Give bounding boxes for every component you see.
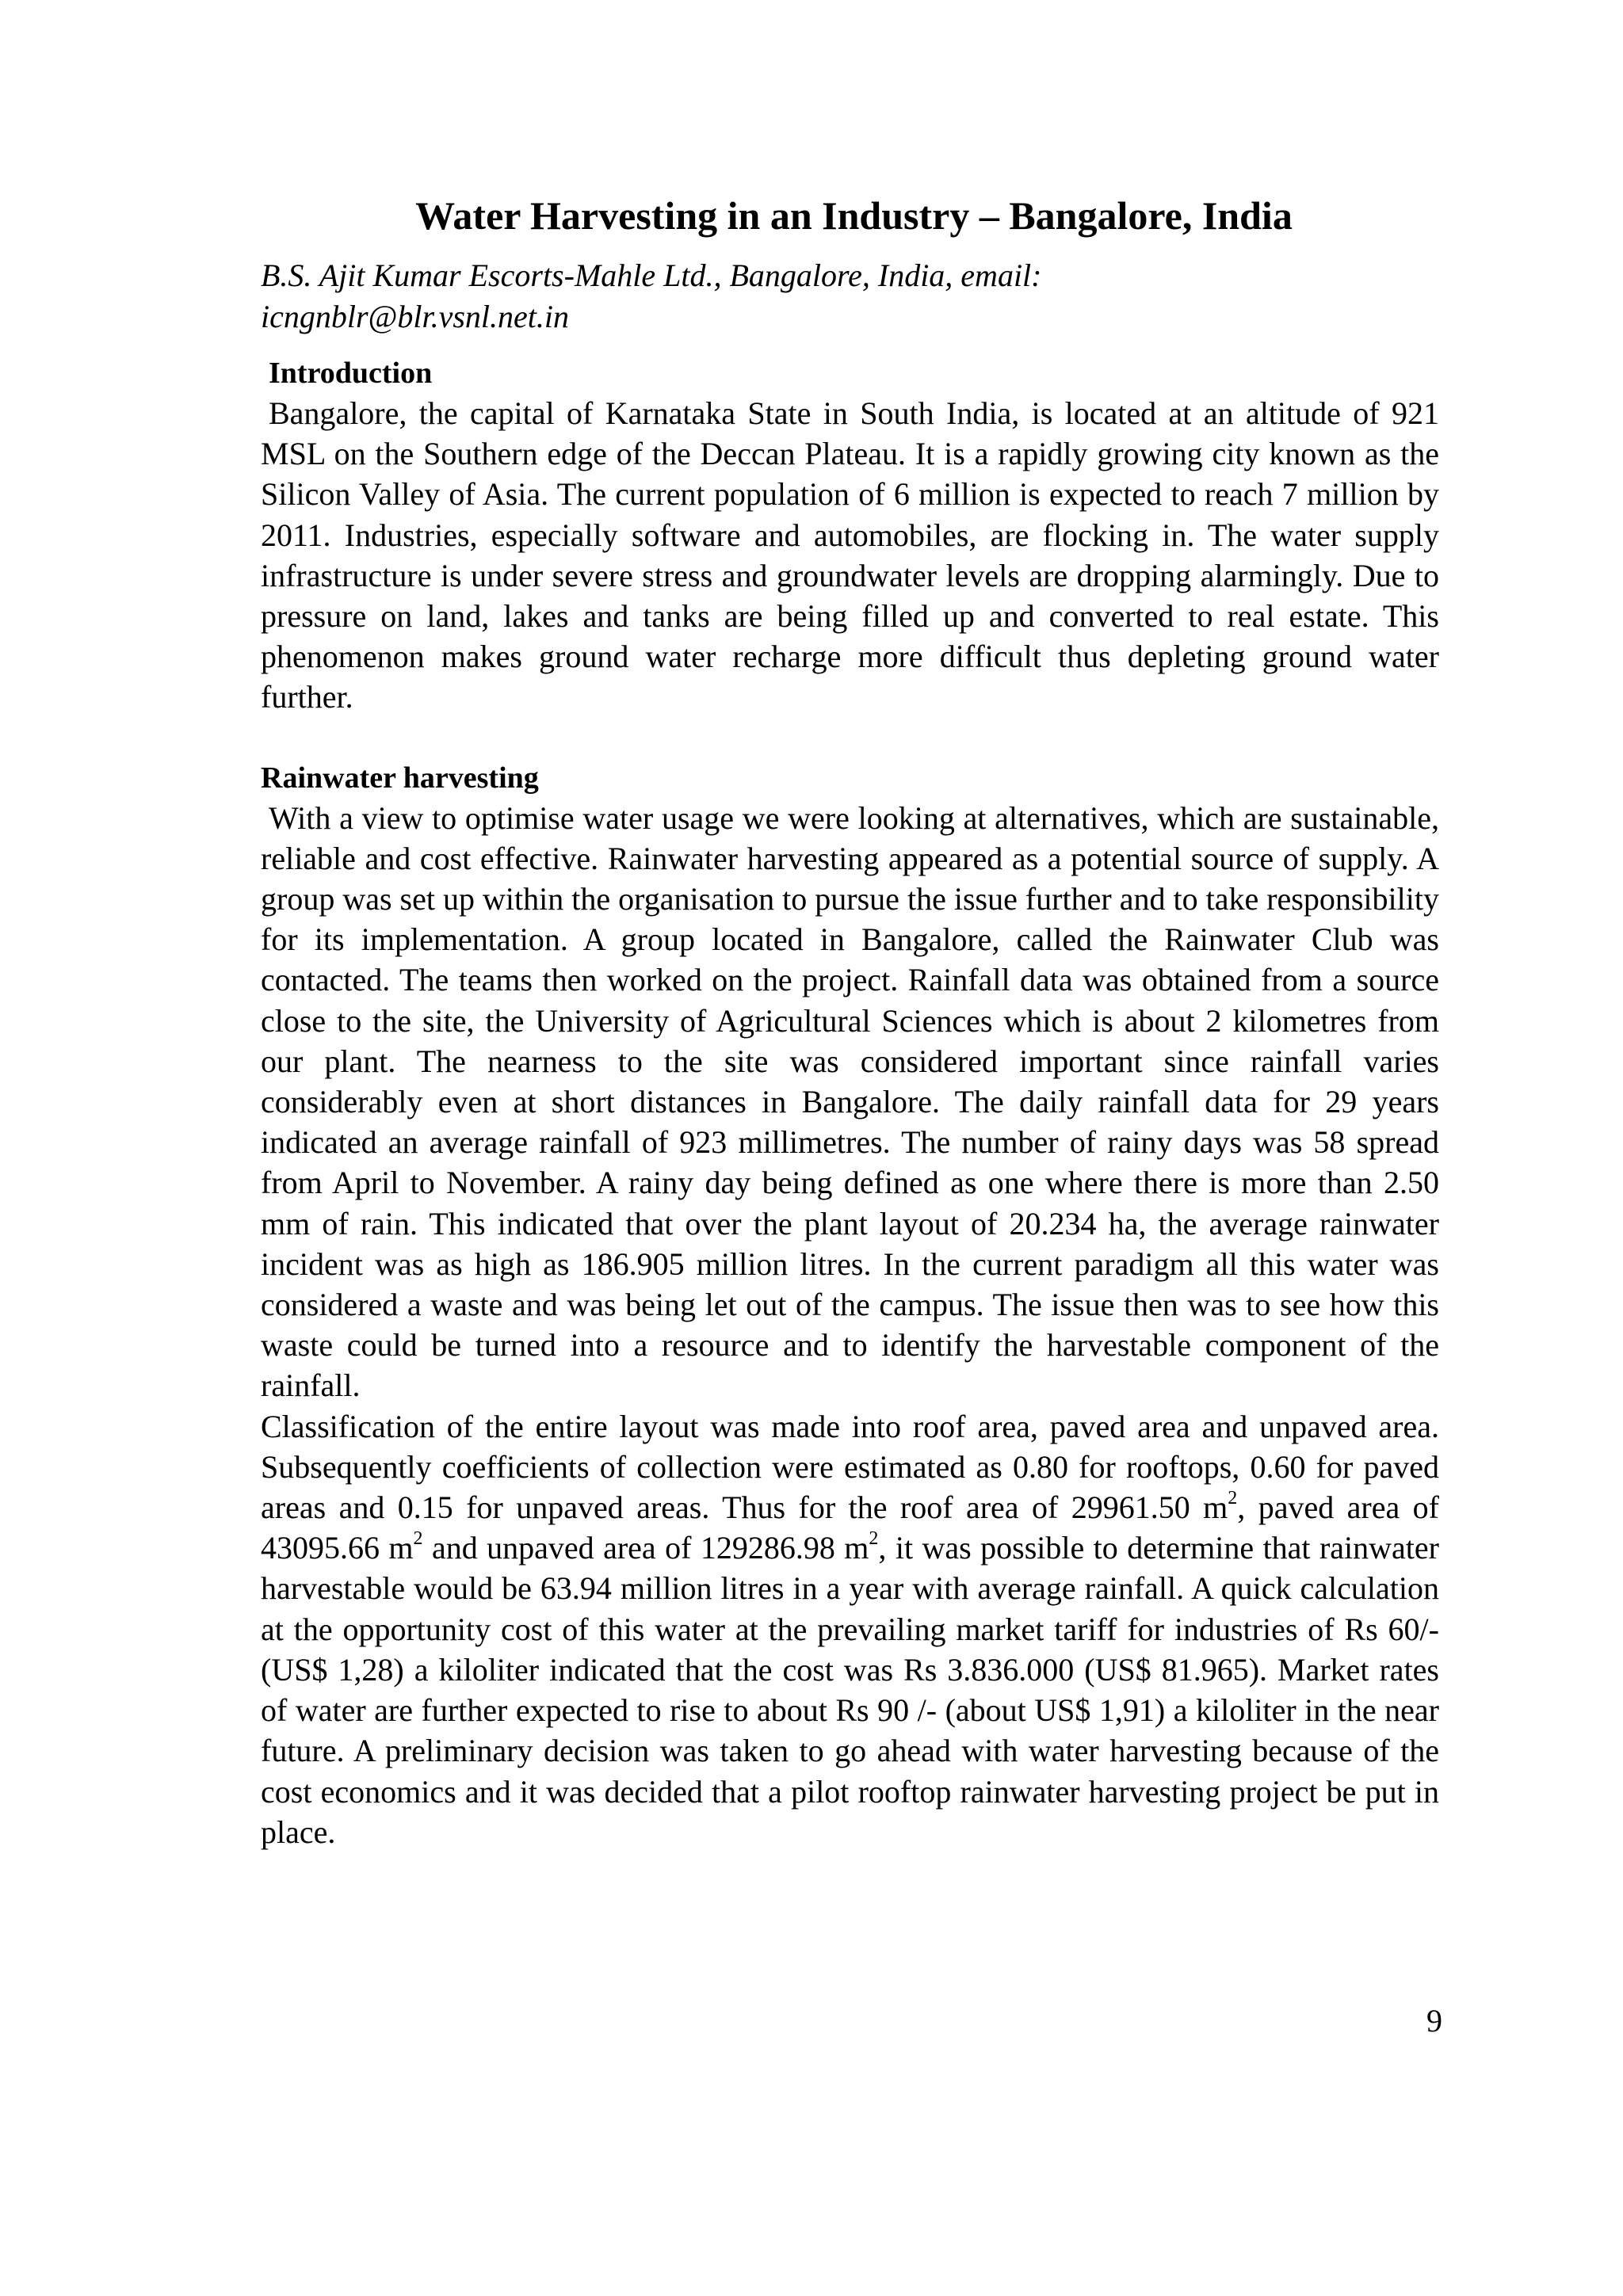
author-email: icngnblr@blr.vsnl.net.in: [261, 299, 570, 334]
page-number: 9: [1426, 2003, 1442, 2039]
superscript-2: 2: [1228, 1487, 1238, 1508]
document-title: Water Harvesting in an Industry – Bangalore, India: [415, 193, 1293, 238]
superscript-2: 2: [413, 1527, 423, 1549]
rainwater-paragraph-2: [261, 1406, 1439, 1852]
superscript-2: 2: [869, 1527, 879, 1549]
para2-text-b: , paved area of 43095.66 m: [261, 1489, 1439, 1566]
rainwater-paragraph-1: With a view to optimise water usage we were looking at alternatives, which are sustainable, reliable and cost effective. Rainwater harvesting appeared as a potential source of supply. A group was set up within the organisation to pursue the issue further and to take responsibility for its implementation. A group located in Bangalore, called the Rainwater Club was contacted. The teams then worked on the project. Rainfall data was obtained from a source close to the site, the University of Agricultural Sciences which is about 2 kilometres from our plant. The nearness to the site was considered important since rainfall varies considerably even at short distances in Bangalore. The daily rainfall data for 29 years indicated an average rainfall of 923 millimetres. The number of rainy days was 58 spread from April to November. A rainy day being defined as one where there is more than 2.50 mm of rain. This indicated that over the plant layout of 20.234 ha, the average rainwater incident was as high as 186.905 million litres. In the current paradigm all this water was considered a waste and was being let out of the campus. The issue then was to see how this waste could be turned into a resource and to identify the harvestable component of the rainfall.: [261, 799, 1439, 1404]
para2-text-d: , it was possible to determine that rainwater harvestable would be 63.94 million litres in a year with average rainfall. A quick calculation at the opportunity cost of this water at the prevailing market tariff for industries of Rs 60/- (US$ 1,28) a kiloliter indicated that the cost was Rs 3.836.000 (US$ 81.965). Market rates of water are further expected to rise to about Rs 90 /- (about US$ 1,91) a kiloliter in the near future. A preliminary decision was taken to go ahead with water harvesting because of the cost economics and it was decided that a pilot rooftop rainwater harvesting project be put in place.: [261, 1530, 1439, 1850]
introduction-paragraph: Bangalore, the capital of Karnataka State in South India, is located at an altitude of 921 MSL on the Southern edge of the Deccan Plateau. It is a rapidly growing city known as the Silicon Valley of Asia. The current population of 6 million is expected to reach 7 million by 2011. Industries, especially software and automobiles, are flocking in. The water supply infrastructure is under severe stress and groundwater levels are dropping alarmingly. Due to pressure on land, lakes and tanks are being filled up and converted to real estate. This phenomenon makes ground water recharge more difficult thus depleting ground water further.: [261, 395, 1439, 715]
introduction-heading: Introduction: [269, 357, 433, 390]
author-block: [261, 255, 1439, 338]
author-line: B.S. Ajit Kumar Escorts-Mahle Ltd., Bangalore, India, email:: [261, 257, 1042, 293]
para2-text-c: and unpaved area of 129286.98 m: [422, 1530, 869, 1566]
para2-text-a: Classification of the entire layout was made into roof area, paved area and unpaved area. Subsequently coefficients of collection were estimated as 0.80 for rooftops, 0.60 for paved areas and 0.15 for unpaved areas. Thus for the roof area of 29961.50 m: [261, 1408, 1439, 1526]
document-page: [261, 190, 1439, 1852]
section-gap: [261, 718, 1439, 758]
rainwater-heading: Rainwater harvesting: [261, 761, 539, 795]
